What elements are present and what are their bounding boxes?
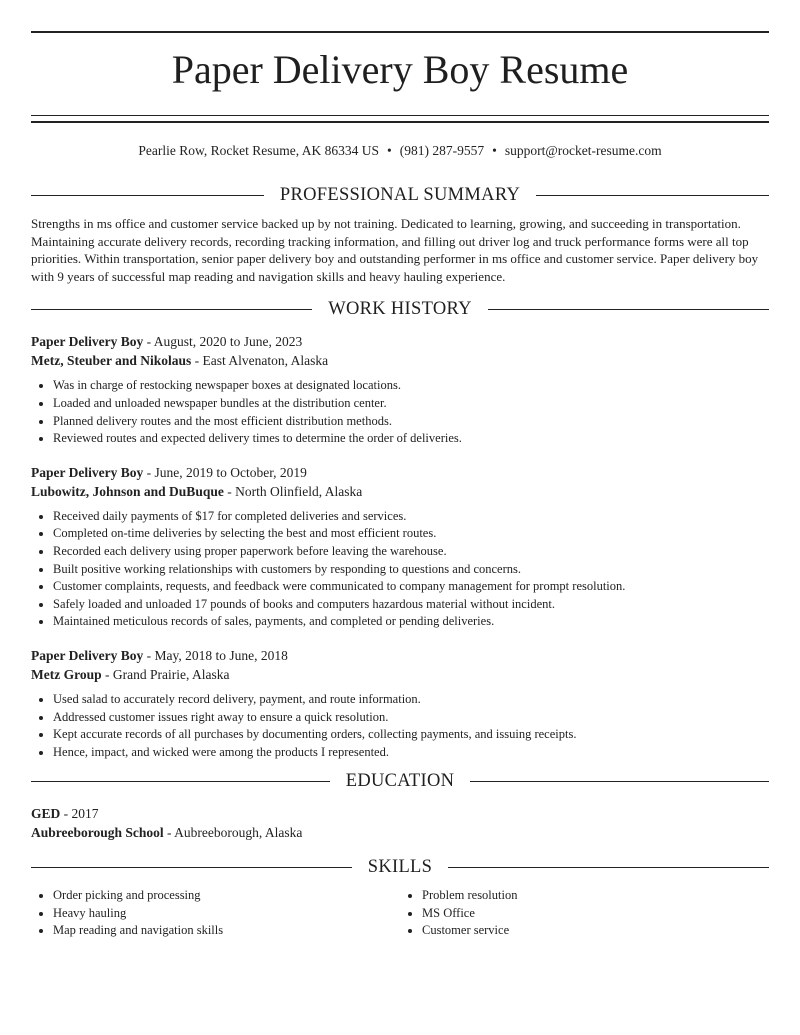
list-item: • Maintained meticulous records of sales, payments, and completed or pending deliveries. xyxy=(53,613,769,631)
job-company: Lubowitz, Johnson and DuBuque xyxy=(31,483,224,499)
job-entry xyxy=(31,332,769,447)
job-location: - Grand Prairie, Alaska xyxy=(101,666,230,682)
heading-rule xyxy=(448,867,769,868)
job-dates: - May, 2018 to June, 2018 xyxy=(143,647,288,663)
job-location: - East Alvenaton, Alaska xyxy=(191,353,329,369)
list-item: • Completed on-time deliveries by selecting the best and most efficient routes. xyxy=(53,525,769,543)
skills-list xyxy=(31,887,769,940)
contact-separator: • xyxy=(492,143,497,158)
heading-rule xyxy=(488,309,769,310)
job-bullets xyxy=(31,377,769,447)
job-company: Metz, Steuber and Nikolaus xyxy=(31,353,192,369)
list-item: • Reviewed routes and expected delivery times to determine the order of deliveries. xyxy=(53,430,769,448)
education-entry xyxy=(31,804,769,842)
job-entry xyxy=(31,463,769,631)
job-title-line xyxy=(31,332,769,351)
education-heading xyxy=(31,767,769,795)
job-company-line xyxy=(31,351,769,370)
job-bullets xyxy=(31,508,769,631)
heading-rule xyxy=(31,781,330,782)
education-school: Aubreeborough School xyxy=(31,825,164,841)
job-dates: - June, 2019 to October, 2019 xyxy=(143,464,307,480)
top-rule xyxy=(31,31,769,33)
job-entry xyxy=(31,646,769,761)
skills-heading xyxy=(31,853,769,881)
skill-item: • MS Office xyxy=(422,905,769,923)
title-double-rule xyxy=(31,115,769,123)
skills-column-left xyxy=(31,887,400,940)
resume-page xyxy=(31,0,769,940)
heading-rule xyxy=(31,867,352,868)
job-title: Paper Delivery Boy xyxy=(31,334,144,350)
skill-item: • Problem resolution xyxy=(422,887,769,905)
job-dates: - August, 2020 to June, 2023 xyxy=(143,334,303,350)
list-item: • Addressed customer issues right away to ensure a quick resolution. xyxy=(53,709,769,727)
education-heading-label: EDUCATION xyxy=(345,770,455,791)
job-bullets xyxy=(31,691,769,761)
work-heading xyxy=(31,295,769,323)
skill-item: • Heavy hauling xyxy=(53,905,400,923)
list-item: • Planned delivery routes and the most efficient distribution methods. xyxy=(53,413,769,431)
contact-line xyxy=(31,141,769,161)
skill-item: • Customer service xyxy=(422,922,769,940)
skill-item: • Map reading and navigation skills xyxy=(53,922,400,940)
list-item: • Used salad to accurately record delivery, payment, and route information. xyxy=(53,691,769,709)
job-location: - North Olinfield, Alaska xyxy=(223,483,363,499)
job-company: Metz Group xyxy=(31,666,102,682)
heading-rule xyxy=(470,781,769,782)
heading-rule xyxy=(536,195,769,196)
heading-rule xyxy=(31,309,312,310)
summary-heading-label: PROFESSIONAL SUMMARY xyxy=(279,184,521,205)
education-degree: GED xyxy=(31,806,61,822)
list-item: • Recorded each delivery using proper paperwork before leaving the warehouse. xyxy=(53,543,769,561)
list-item: • Built positive working relationships with customers by responding to questions and concerns. xyxy=(53,561,769,579)
heading-rule xyxy=(31,195,264,196)
job-title-line xyxy=(31,646,769,665)
list-item: • Kept accurate records of all purchases by documenting orders, collecting payments, and issuing receipts. xyxy=(53,726,769,744)
job-title: Paper Delivery Boy xyxy=(31,647,144,663)
education-degree-line xyxy=(31,804,769,823)
list-item: • Customer complaints, requests, and feedback were communicated to company management for prompt resolution. xyxy=(53,578,769,596)
contact-address: Pearlie Row, Rocket Resume, AK 86334 US xyxy=(138,143,379,158)
contact-email: support@rocket-resume.com xyxy=(504,143,662,158)
list-item: • Hence, impact, and wicked were among the products I represented. xyxy=(53,744,769,762)
list-item: • Was in charge of restocking newspaper boxes at designated locations. xyxy=(53,377,769,395)
summary-text: Strengths in ms office and customer service backed up by not training. Dedicated to learning, growing, and succeeding in transportation. Maintaining accurate delivery records, recording tracking information, and filling out driver log and truck performance forms were all top priorities. Within transportation, senior paper delivery boy and outstanding performer in ms office and customer service. Paper delivery boy with 9 years of successful map reading and navigation skills and heavy hauling experience. xyxy=(31,216,759,284)
list-item: • Loaded and unloaded newspaper bundles at the distribution center. xyxy=(53,395,769,413)
contact-phone: (981) 287-9557 xyxy=(399,143,485,158)
job-title-line xyxy=(31,463,769,482)
job-company-line xyxy=(31,482,769,501)
education-school-line xyxy=(31,823,769,842)
job-company-line xyxy=(31,665,769,684)
job-title: Paper Delivery Boy xyxy=(31,464,144,480)
resume-title: Paper Delivery Boy Resume xyxy=(171,47,629,92)
list-item: • Safely loaded and unloaded 17 pounds of books and computers hazardous material without incident. xyxy=(53,596,769,614)
skill-item: • Order picking and processing xyxy=(53,887,400,905)
list-item: • Received daily payments of $17 for completed deliveries and services. xyxy=(53,508,769,526)
work-heading-label: WORK HISTORY xyxy=(328,298,472,319)
education-location: - Aubreeborough, Alaska xyxy=(163,825,303,841)
contact-separator: • xyxy=(387,143,392,158)
summary-heading xyxy=(31,181,769,209)
education-year: - 2017 xyxy=(60,806,99,822)
skills-heading-label: SKILLS xyxy=(367,856,433,877)
skills-column-right xyxy=(400,887,769,940)
